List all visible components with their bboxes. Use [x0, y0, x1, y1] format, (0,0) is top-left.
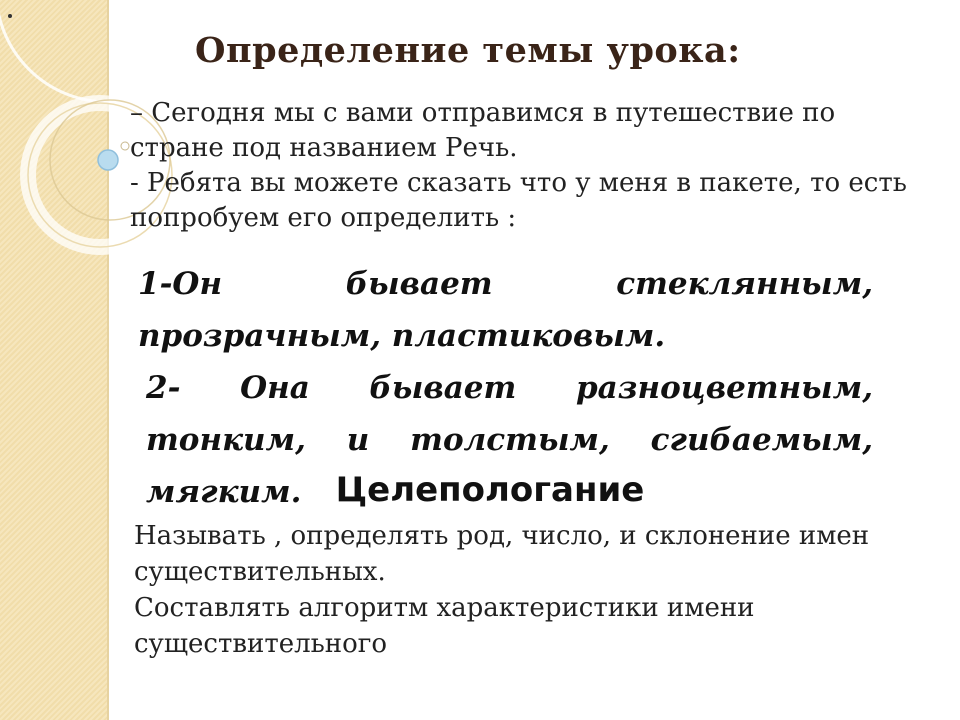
riddle-line-1: 1-Он бывает стеклянным, прозрачным, пластиковым.: [138, 266, 873, 354]
decorative-side-band: [0, 0, 109, 720]
riddle-line-2: 2- Она бывает разноцветным, тонким, и толстым, сгибаемым, мягким.: [146, 370, 873, 510]
intro-line-1: – Сегодня мы с вами отправимся в путешествие по стране под названием Речь.: [130, 98, 836, 163]
goal-line-2: Составлять алгоритм характеристики имени существительного: [134, 593, 755, 659]
intro-text: [130, 96, 920, 236]
goal-line-1: Называть , определять род, число, и склонение имен существительных.: [134, 521, 870, 587]
intro-line-2: - Ребята вы можете сказать что у меня в пакете, то есть попробуем его определить :: [130, 168, 907, 233]
section-title-goal-setting: Целепологание: [335, 470, 645, 510]
goals-text: [134, 518, 924, 662]
corner-dot-mark: [8, 14, 12, 18]
small-ring: [121, 142, 129, 150]
slide-title: Определение темы урока:: [195, 30, 741, 71]
